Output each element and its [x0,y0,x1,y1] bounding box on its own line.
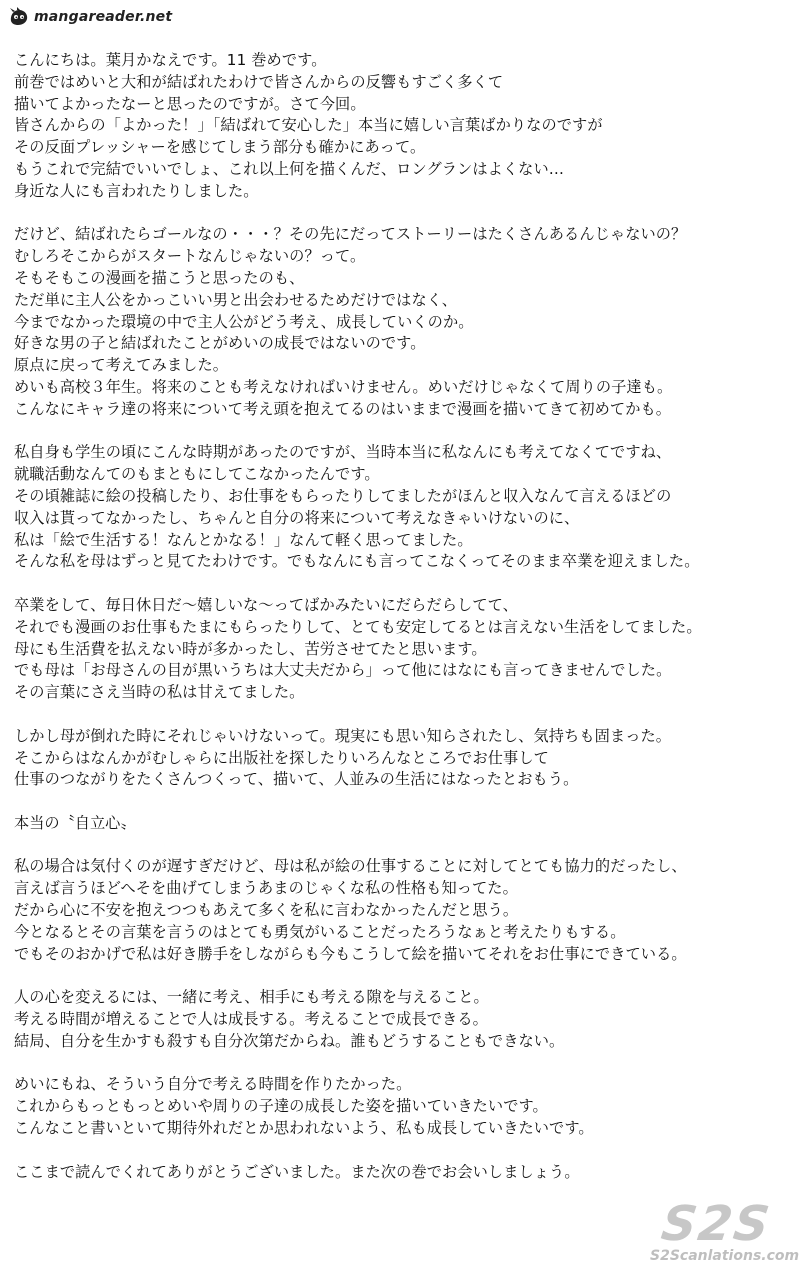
text-line: 前巻ではめいと大和が結ばれたわけで皆さんからの反響もすごく多くて [14,72,504,91]
paragraph [14,442,792,573]
text-line: 描いてよかったなーと思ったのですが。さて今回。 [14,94,366,113]
text-line: 今までなかった環境の中で主人公がどう考え、成長していくのか。 [14,312,474,331]
paragraph-gap [14,835,792,857]
text-line: 卒業をして、毎日休日だ～嬉しいな～ってばかみたいにだらだらしてて、 [14,595,518,614]
text-line: 就職活動なんてのもまともにしてこなかったんです。 [14,465,380,484]
text-line: 身近な人にも言われたりしました。 [14,181,259,200]
text-line: 人の心を変えるには、一緒に考え、相手にも考える隙を与えること。 [14,988,489,1007]
text-line: 母にも生活費を払えない時が多かったし、苦労させてたと思います。 [14,639,487,658]
text-line: 皆さんからの「よかった！」「結ばれて安心した」本当に嬉しい言葉ばかりなのですが [14,116,603,135]
watermark-site: S2Scanlations.com [650,1248,800,1264]
text-line: こんなにキャラ達の将来について考え頭を抱えてるのはいままで漫画を描いてきて初めてかも。 [14,399,672,418]
text-line: ここまで読んでくれてありがとうございました。また次の巻でお会いしましょう。 [14,1162,580,1181]
heading-text: 本当の〝自立心〟 [14,813,136,832]
paragraph-gap [14,421,792,443]
text-line: だから心に不安を抱えつつもあえて多くを私に言わなかったんだと思う。 [14,901,519,920]
text-line: 結局、自分を生かすも殺すも自分次第だからね。誰もどうすることもできない。 [14,1031,565,1050]
text-line: こんにちは。葉月かなえです。11 巻めです。 [14,51,327,69]
scanlation-watermark [644,1196,800,1274]
site-name: mangareader.net [34,9,173,25]
text-line: こんなこと書いといて期待外れだとか思われないよう、私も成長していきたいです。 [14,1119,594,1138]
paragraph [14,1162,792,1184]
text-line: めいも高校３年生。将来のことも考えなければいけません。めいだけじゃなくて周りの子達も。 [14,377,673,396]
text-line: むしろそこからがスタートなんじゃないの？って。 [14,247,366,266]
paragraph [14,726,792,791]
text-line: 私の場合は気付くのが遅すぎだけど、母は私が絵の仕事することに対してとても協力的だったし、 [14,857,687,876]
text-line: その頃雑誌に絵の投稿したり、お仕事をもらったりしてましたがほんと収入なんて言えるほどの [14,486,672,505]
text-line: その反面プレッシャーを感じてしまう部分も確かにあって。 [14,138,426,157]
paragraph-gap [14,965,792,987]
text-line: 収入は貰ってなかったし、ちゃんと自分の将来について考えなきゃいけないのに、 [14,508,580,527]
paragraph-gap [14,791,792,813]
text-line: だけど、結ばれたらゴールなの・・・？その先にだってストーリーはたくさんあるんじゃないの？ [14,225,687,244]
section-heading [14,813,792,835]
paragraph [14,987,792,1052]
text-line: もうこれで完結でいいでしょ、これ以上何を描くんだ、ロングランはよくない… [14,159,565,178]
text-line: 今となるとその言葉を言うのはとても勇気がいることだったろうなぁと考えたりもする。 [14,922,626,941]
text-line: これからもっともっとめいや周りの子達の成長した姿を描いていきたいです。 [14,1097,548,1116]
text-line: 考える時間が増えることで人は成長する。考えることで成長できる。 [14,1010,488,1029]
text-line: それでも漫画のお仕事もたまにもらったりして、とても安定してるとは言えない生活をしてました。 [14,617,702,636]
text-line: そこからはなんかがむしゃらに出版社を探したりいろんなところでお仕事して [14,748,549,767]
text-line: 仕事のつながりをたくさんつくって、描いて、人並みの生活にはなったとおもう。 [14,770,579,789]
author-letter [14,50,792,1183]
paragraph-gap [14,203,792,225]
paragraph-gap [14,1140,792,1162]
paragraph [14,224,792,420]
paragraph-gap [14,573,792,595]
text-line: でも母は「お母さんの目が黒いうちは大丈夫だから」って他にはなにも言ってきませんでした。 [14,661,672,680]
text-line: でもそのおかげで私は好き勝手をしながらも今もこうして絵を描いてそれをお仕事にできている。 [14,944,687,963]
text-line: 私は「絵で生活する！なんとかなる！」なんて軽く思ってました。 [14,530,473,549]
text-line: 私自身も学生の頃にこんな時期があったのですが、当時本当に私なんにも考えてなくてですね、 [14,443,672,462]
text-line: そもそもこの漫画を描こうと思ったのも、 [14,268,305,287]
text-line: しかし母が倒れた時にそれじゃいけないって。現実にも思い知らされたし、気持ちも固まった。 [14,726,672,745]
paragraph [14,50,792,203]
paragraph [14,595,792,704]
site-header [8,6,172,28]
text-line: 好きな男の子と結ばれたことがめいの成長ではないのです。 [14,334,426,353]
text-line: 原点に戻って考えてみました。 [14,356,229,375]
text-line: めいにもね、そういう自分で考える時間を作りたかった。 [14,1075,412,1094]
watermark-logo: S2S [658,1196,775,1252]
text-line: その言葉にさえ当時の私は甘えてました。 [14,683,305,702]
paragraph-gap [14,704,792,726]
paragraph [14,1074,792,1139]
paragraph-gap [14,1053,792,1075]
text-line: そんな私を母はずっと見てたわけです。でもなんにも言ってこなくってそのまま卒業を迎えました。 [14,552,700,571]
paragraph [14,856,792,965]
text-line: 言えば言うほどへそを曲げてしまうあまのじゃくな私の性格も知ってた。 [14,879,518,898]
manga-face-icon [8,7,30,27]
text-line: ただ単に主人公をかっこいい男と出会わせるためだけではなく、 [14,290,458,309]
